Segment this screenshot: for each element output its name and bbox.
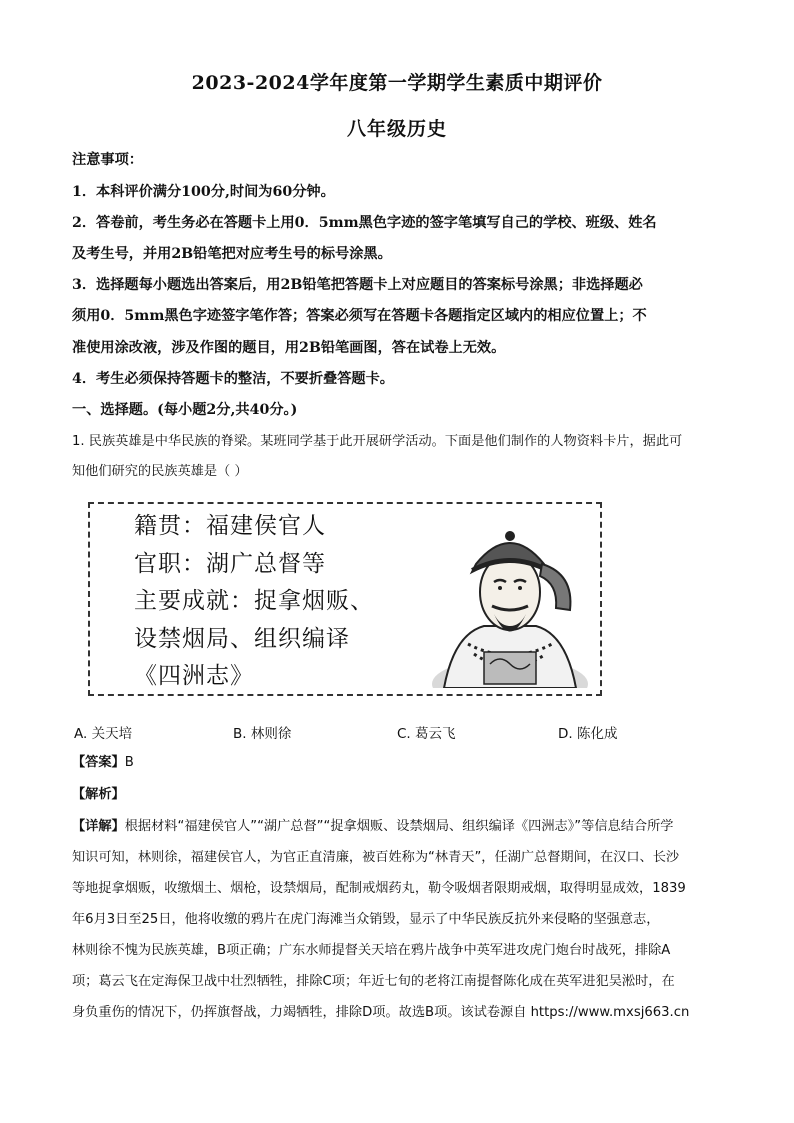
option-c-label: C. <box>397 726 411 742</box>
exam-subject: 八年级历史 <box>346 118 447 140</box>
character-info-card <box>88 502 602 696</box>
detail-line-1 <box>72 817 722 837</box>
option-b[interactable] <box>233 722 291 742</box>
detail-line-2: 知识可知，林则徐，福建侯官人，为官正直清廉，被百姓称为“林青天”，任湖广总督期间，在汉口、长沙 <box>72 850 680 865</box>
detail-line-5: 林则徐不愧为民族英雄，B项正确；广东水师提督关天培在鸦片战争中英军进攻虎门炮台时战死，排除A <box>72 943 671 958</box>
card-line-book: 《四洲志》 <box>134 663 254 689</box>
analysis-tag: 【解析】 <box>72 787 125 802</box>
answer-line <box>72 753 722 773</box>
notice-line-6: 准使用涂改液，涉及作图的题目，用2B铅笔画图，答在试卷上无效。 <box>72 340 506 356</box>
card-line-office: 官职：湖广总督等 <box>134 550 326 577</box>
detail-line-4: 年6月3日至25日，他将收缴的鸦片在虎门海滩当众销毁，显示了中华民族反抗外来侵略的坚强意志， <box>72 912 660 927</box>
notice-line-3: 及考生号，并用2B铅笔把对应考生号的标号涂黑。 <box>72 246 392 262</box>
exam-title: 2023-2024学年度第一学期学生素质中期评价 <box>191 72 603 94</box>
option-c-text: 葛云飞 <box>415 726 456 742</box>
option-d-text: 陈化成 <box>576 726 618 742</box>
option-a[interactable] <box>74 722 132 742</box>
option-a-text: 关天培 <box>91 726 133 742</box>
section-heading: 一、选择题。(每小题2分,共40分。) <box>72 402 298 418</box>
portrait-image <box>424 514 596 688</box>
detail-text-1: 根据材料“福建侯官人”“湖广总督”“捉拿烟贩、设禁烟局、组织编译《四洲志》”等信息结合所学 <box>124 819 674 834</box>
question-stem-line-1: 1. 民族英雄是中华民族的脊梁。某班同学基于此开展研学活动。下面是他们制作的人物资料卡片，据此可 <box>72 434 683 449</box>
notice-line-2: 2．答卷前，考生务必在答题卡上用0．5mm黑色字迹的签字笔填写自己的学校、班级、姓名 <box>72 215 657 231</box>
detail-line-7: 身负重伤的情况下，仍挥旗督战，力竭牺牲，排除D项。故选B项。该试卷源自 https://www.mxsj663.cn <box>72 1005 690 1020</box>
option-b-text: 林则徐 <box>250 726 292 742</box>
card-line-origin: 籍贯：福建侯官人 <box>134 513 326 539</box>
detail-line-3: 等地捉拿烟贩，收缴烟土、烟枪，设禁烟局，配制戒烟药丸，勒令吸烟者限期戒烟，取得明显成效，1839 <box>72 881 686 896</box>
notice-line-5: 须用0．5mm黑色字迹签字笔作答；答案必须写在答题卡各题指定区域内的相应位置上；不 <box>72 308 647 324</box>
option-b-label: B. <box>233 726 247 742</box>
option-d-label: D. <box>558 726 573 742</box>
notice-heading: 注意事项： <box>72 152 143 168</box>
notice-line-7: 4．考生必须保持答题卡的整洁，不要折叠答题卡。 <box>72 371 394 387</box>
option-c[interactable] <box>397 722 456 742</box>
detail-line-6: 项；葛云飞在定海保卫战中壮烈牺牲，排除C项；年近七旬的老将江南提督陈化成在英军进犯吴淞时，在 <box>72 974 675 989</box>
card-line-achievement: 主要成就：捉拿烟贩、 <box>134 588 374 614</box>
option-d[interactable] <box>558 722 617 742</box>
card-line-achievement-2: 设禁烟局、组织编译 <box>134 625 350 652</box>
question-stem-line-2: 知他们研究的民族英雄是（ ） <box>72 464 248 479</box>
detail-tag: 【详解】 <box>72 819 125 834</box>
answer-value: B <box>124 755 134 770</box>
notice-line-1: 1．本科评价满分100分,时间为60分钟。 <box>72 184 335 200</box>
card-text <box>134 508 374 696</box>
answer-tag: 【答案】 <box>72 755 125 770</box>
notice-line-4: 3．选择题每小题选出答案后，用2B铅笔把答题卡上对应题目的答案标号涂黑；非选择题必 <box>72 277 643 293</box>
option-a-label: A. <box>74 726 88 742</box>
analysis-line <box>72 785 722 805</box>
